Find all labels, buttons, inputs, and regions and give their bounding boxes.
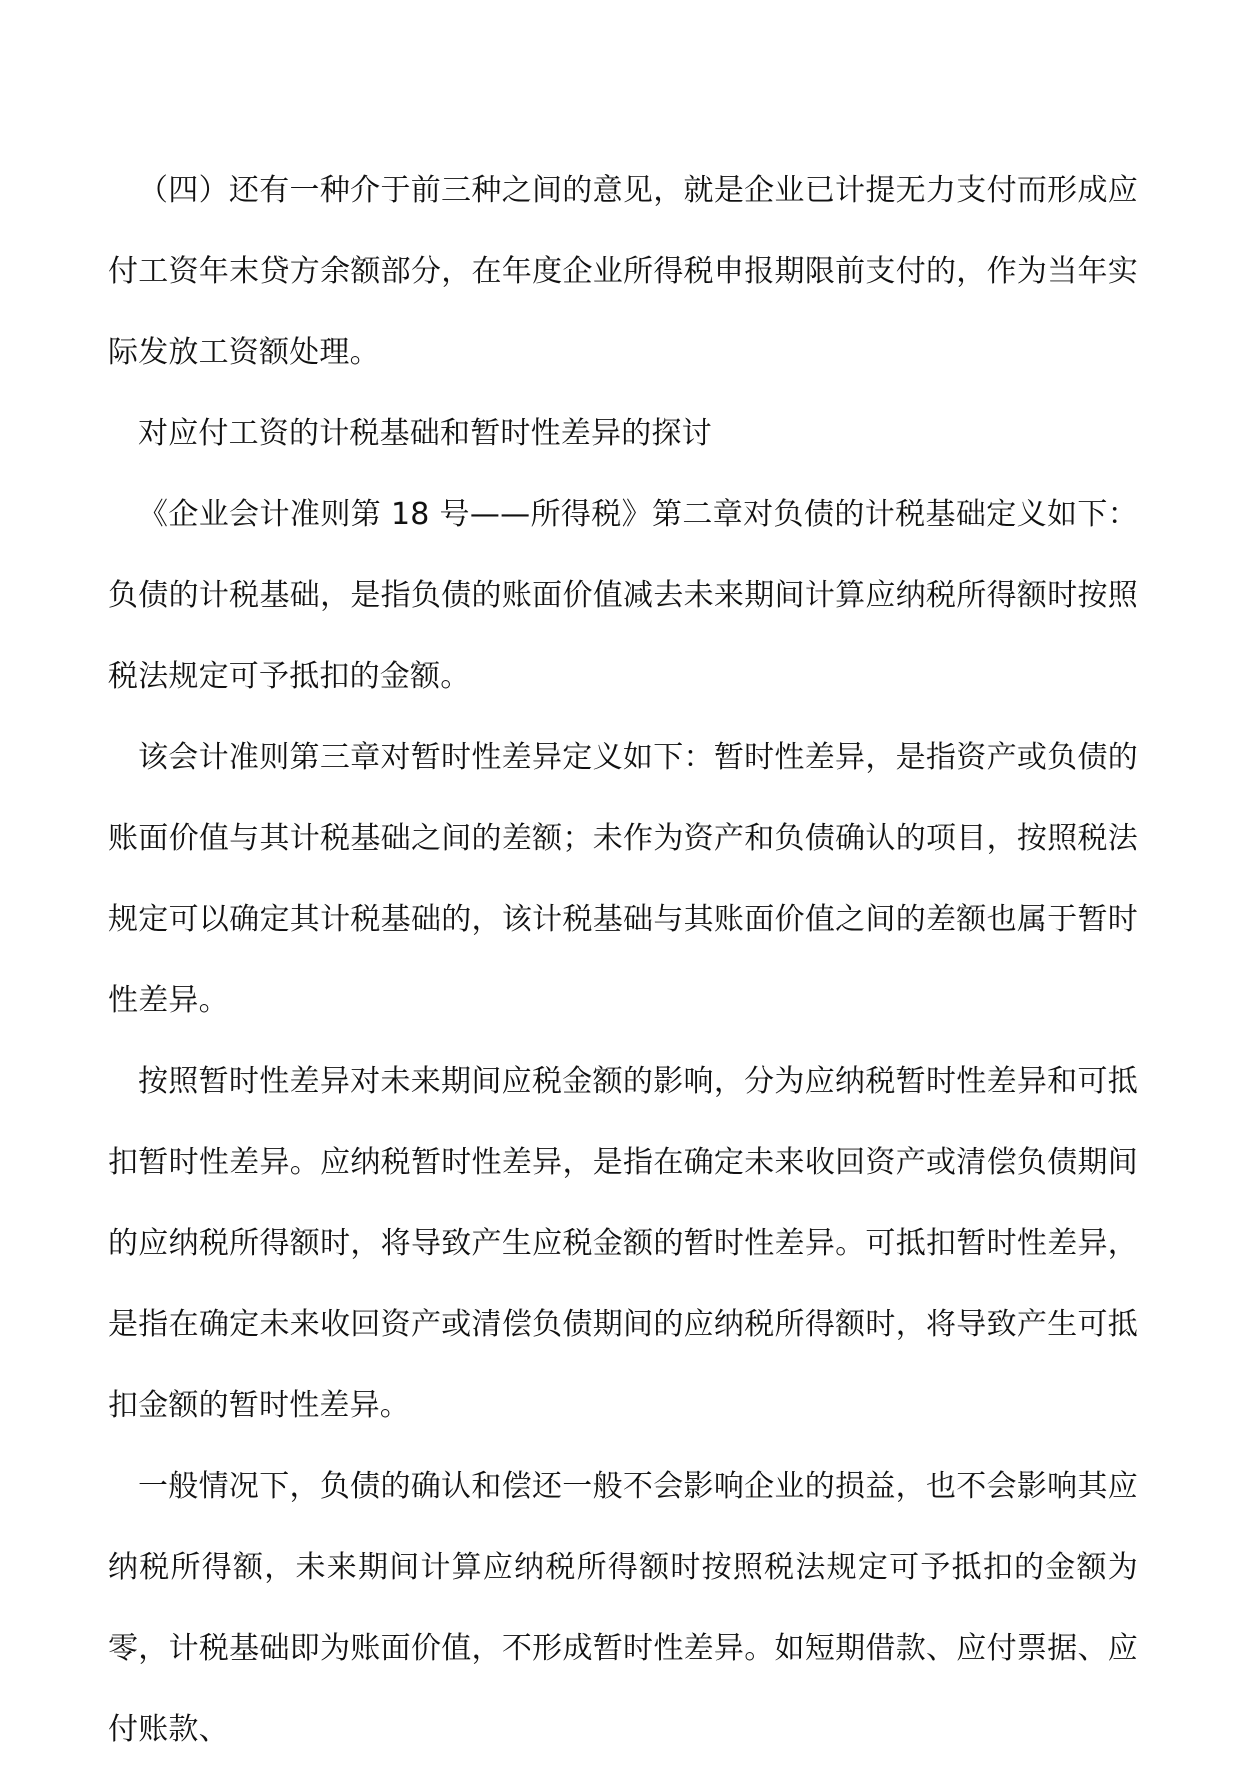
paragraph-tax-base-definition: 《企业会计准则第 18 号——所得税》第二章对负债的计税基础定义如下：负债的计税基础，是指负债的账面价值减去未来期间计算应纳税所得额时按照税法规定可予抵扣的金额。: [108, 497, 1138, 694]
paragraph-difference-classification: 按照暂时性差异对未来期间应税金额的影响，分为应纳税暂时性差异和可抵扣暂时性差异。应纳税暂时性差异，是指在确定未来收回资产或清偿负债期间的应纳税所得额时，将导致产生应税金额的暂时性差异。可抵扣暂时性差异，是指在确定未来收回资产或清偿负债期间的应纳税所得额时，将导致产生可抵扣金额的暂时性差异。: [108, 1064, 1138, 1423]
paragraph-general-liabilities: 一般情况下，负债的确认和偿还一般不会影响企业的损益，也不会影响其应纳税所得额，未来期间计算应纳税所得额时按照税法规定可予抵扣的金额为零，计税基础即为账面价值，不形成暂时性差异。如短期借款、应付票据、应付账款、: [108, 1469, 1138, 1747]
document-body: [108, 150, 1138, 1770]
paragraph-opinion-four: （四）还有一种介于前三种之间的意见，就是企业已计提无力支付而形成应付工资年末贷方余额部分，在年度企业所得税申报期限前支付的，作为当年实际发放工资额处理。: [108, 173, 1138, 370]
paragraph-temporary-difference-definition: 该会计准则第三章对暂时性差异定义如下：暂时性差异，是指资产或负债的账面价值与其计税基础之间的差额；未作为资产和负债确认的项目，按照税法规定可以确定其计税基础的，该计税基础与其账面价值之间的差额也属于暂时性差异。: [108, 740, 1138, 1018]
section-heading: 对应付工资的计税基础和暂时性差异的探讨: [138, 416, 712, 451]
